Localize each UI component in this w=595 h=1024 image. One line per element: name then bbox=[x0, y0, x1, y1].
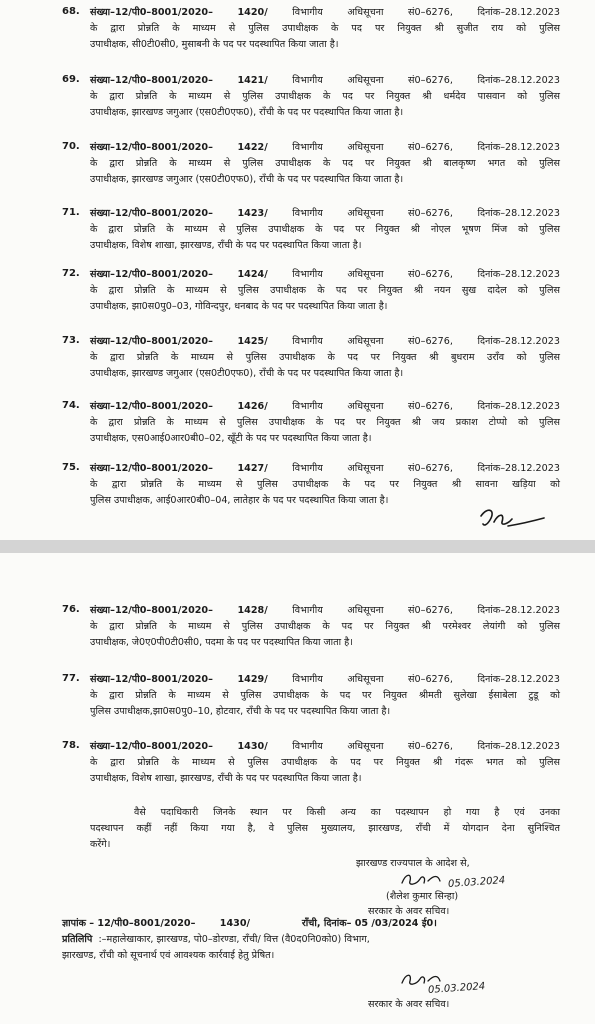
entry-line1: विभागीय अधिसूचना सं0–6276, दिनांक–28.12.2023 bbox=[292, 401, 560, 412]
entry-number: 78. bbox=[62, 740, 80, 751]
entry-line1: विभागीय अधिसूचना सं0–6276, दिनांक–28.12.2023 bbox=[292, 269, 560, 280]
entry-line1: विभागीय अधिसूचना सं0–6276, दिनांक–28.12.2023 bbox=[292, 7, 560, 18]
memo-place-date: राँची, दिनांक– 05 /03/2024 ई0। bbox=[301, 918, 437, 929]
memo-number: 1430/ bbox=[219, 918, 251, 929]
entry-head: संख्या–12/पी0–8001/2020– bbox=[90, 463, 213, 474]
entry-ref: 1430/ bbox=[237, 741, 268, 752]
entry-line3: उपाधीक्षक, झारखण्ड जगुआर (एस0टी0एफ0), राँची के पद पर पदस्थापित किया जाता है। bbox=[90, 368, 404, 379]
entry-ref: 1421/ bbox=[237, 75, 268, 86]
signatory-name: (शैलेश कुमार सिन्हा) bbox=[386, 891, 459, 902]
entry-line2: के द्वारा प्रोन्नति के माध्यम से पुलिस उपाधीक्षक के पद पर नियुक्त श्री बालकृष्ण भगत को पुलिस bbox=[90, 158, 560, 169]
entry-ref: 1420/ bbox=[237, 7, 268, 18]
entry-ref: 1429/ bbox=[237, 674, 268, 685]
entry-ref: 1427/ bbox=[237, 463, 268, 474]
memo-label: ज्ञापांक – 12/पी0–8001/2020– bbox=[62, 918, 196, 929]
entry-line3: उपाधीक्षक, विशेष शाखा, झारखण्ड, राँची के पद पर पदस्थापित किया जाता है। bbox=[90, 240, 362, 251]
entry-line1: विभागीय अधिसूचना सं0–6276, दिनांक–28.12.2023 bbox=[292, 605, 560, 616]
entry-line2: के द्वारा प्रोन्नति के माध्यम से पुलिस उपाधीक्षक के पद पर नियुक्त श्री नोएल भूषण मिंज को पुलिस bbox=[90, 224, 560, 235]
signature-block-1 bbox=[368, 871, 554, 919]
entry-line1: विभागीय अधिसूचना सं0–6276, दिनांक–28.12.2023 bbox=[292, 741, 560, 752]
entry-line2: के द्वारा प्रोन्नति के माध्यम से पुलिस उपाधीक्षक के पद पर नियुक्त श्रीमती सुलेखा ईसाबेला टुडू को bbox=[90, 690, 560, 701]
entry-number: 72. bbox=[62, 268, 80, 279]
signature-block-2 bbox=[368, 971, 554, 1012]
governor-order: झारखण्ड राज्यपाल के आदेश से, bbox=[356, 858, 470, 869]
copy-label: प्रतिलिपि bbox=[62, 934, 93, 945]
signatory-designation: सरकार के अवर सचिव। bbox=[368, 999, 450, 1010]
entry-line3: पुलिस उपाधीक्षक,झा0स0पु0–10, होटवार, राँची के पद पर पदस्थापित किया जाता है। bbox=[90, 706, 391, 717]
entry-head: संख्या–12/पी0–8001/2020– bbox=[90, 269, 213, 280]
entry-line3: उपाधीक्षक, झारखण्ड जगुआर (एस0टी0एफ0), राँची के पद पर पदस्थापित किया जाता है। bbox=[90, 107, 404, 118]
closing-line1: वैसे पदाधिकारी जिनके स्थान पर किसी अन्य का पदस्थापन हो गया है एवं उनका bbox=[134, 807, 560, 818]
entry-line3: पुलिस उपाधीक्षक, आई0आर0बी0–04, लातेहार के पद पर पदस्थापित किया जाता है। bbox=[90, 495, 389, 506]
initials-signature-icon bbox=[478, 506, 548, 532]
entry-ref: 1426/ bbox=[237, 401, 268, 412]
memo-block bbox=[62, 916, 562, 964]
entry-head: संख्या–12/पी0–8001/2020– bbox=[90, 674, 213, 685]
entry-line2: के द्वारा प्रोन्नति के माध्यम से पुलिस उपाधीक्षक के पद पर नियुक्त श्री नयन सुख दादेल को पुलिस bbox=[90, 285, 560, 296]
closing-line3: करेंगे। bbox=[90, 839, 111, 850]
entry-line3: उपाधीक्षक, जे0ए0पी0टी0सी0, पदमा के पद पर पदस्थापित किया जाता है। bbox=[90, 637, 353, 648]
entry-line1: विभागीय अधिसूचना सं0–6276, दिनांक–28.12.2023 bbox=[292, 336, 560, 347]
entry-head: संख्या–12/पी0–8001/2020– bbox=[90, 741, 213, 752]
entry-ref: 1422/ bbox=[237, 142, 268, 153]
entry-number: 73. bbox=[62, 335, 80, 346]
entry-number: 77. bbox=[62, 673, 80, 684]
entry-ref: 1424/ bbox=[237, 269, 268, 280]
entry-line2: के द्वारा प्रोन्नति के माध्यम से पुलिस उपाधीक्षक के पद पर नियुक्त श्री गंदरू भगत को पुलिस bbox=[90, 757, 560, 768]
entry-number: 69. bbox=[62, 74, 80, 85]
signature-date: 05.03.2024 bbox=[427, 981, 486, 996]
entry-head: संख्या–12/पी0–8001/2020– bbox=[90, 75, 213, 86]
entry-line3: उपाधीक्षक, एस0आई0आर0बी0–02, खूँटी के पद पर पदस्थापित किया जाता है। bbox=[90, 433, 372, 444]
entry-line2: के द्वारा प्रोन्नति के माध्यम से पुलिस उपाधीक्षक के पद पर नियुक्त श्री बुधराम उराँव को पुलिस bbox=[90, 352, 560, 363]
closing-line2: पदस्थापन कहीं नहीं किया गया है, वे पुलिस मुख्यालय, झारखण्ड, राँची में योगदान देना सुनिश्चित bbox=[90, 823, 560, 834]
entry-line2: के द्वारा प्रोन्नति के माध्यम से पुलिस उपाधीक्षक के पद पर नियुक्त श्री सुजीत राय को पुलिस bbox=[90, 23, 560, 34]
entry-line1: विभागीय अधिसूचना सं0–6276, दिनांक–28.12.2023 bbox=[292, 75, 560, 86]
entry-head: संख्या–12/पी0–8001/2020– bbox=[90, 605, 213, 616]
page-separator bbox=[0, 540, 595, 553]
document-page-2 bbox=[0, 553, 595, 1024]
entry-head: संख्या–12/पी0–8001/2020– bbox=[90, 208, 213, 219]
entry-head: संख्या–12/पी0–8001/2020– bbox=[90, 401, 213, 412]
entry-line1: विभागीय अधिसूचना सं0–6276, दिनांक–28.12.2023 bbox=[292, 142, 560, 153]
entry-line1: विभागीय अधिसूचना सं0–6276, दिनांक–28.12.2023 bbox=[292, 463, 560, 474]
entry-line2: के द्वारा प्रोन्नति के माध्यम से पुलिस उपाधीक्षक के पद पर नियुक्त श्री जय प्रकाश टोप्पो को पुलिस bbox=[90, 417, 560, 428]
signatory-designation: सरकार के अवर सचिव। bbox=[368, 906, 450, 917]
entry-head: संख्या–12/पी0–8001/2020– bbox=[90, 7, 213, 18]
entry-number: 71. bbox=[62, 207, 80, 218]
entry-head: संख्या–12/पी0–8001/2020– bbox=[90, 336, 213, 347]
copy-line2: झारखण्ड, राँची को सूचनार्थ एवं आवश्यक कार्रवाई हेतु प्रेषित। bbox=[62, 950, 275, 961]
entry-number: 70. bbox=[62, 141, 80, 152]
entry-line1: विभागीय अधिसूचना सं0–6276, दिनांक–28.12.2023 bbox=[292, 208, 560, 219]
entry-head: संख्या–12/पी0–8001/2020– bbox=[90, 142, 213, 153]
entry-number: 76. bbox=[62, 604, 80, 615]
entry-line3: उपाधीक्षक, झा0स0पु0–03, गोविन्दपुर, धनबाद के पद पर पदस्थापित किया जाता है। bbox=[90, 301, 388, 312]
copy-line1: :–महालेखाकार, झारखण्ड, पो0–डोरण्डा, राँची/ वित्त (वै0द0नि0को0) विभाग, bbox=[98, 934, 370, 945]
entry-ref: 1423/ bbox=[237, 208, 268, 219]
entry-number: 74. bbox=[62, 400, 80, 411]
entry-line2: के द्वारा प्रोन्नति के माध्यम से पुलिस उपाधीक्षक के पद पर नियुक्त श्री धर्मदेव पासवान को पुलिस bbox=[90, 91, 560, 102]
entry-line2: के द्वारा प्रोन्नति के माध्यम से पुलिस उपाधीक्षक के पद पर नियुक्त श्री परमेश्वर लेयांगी को पुलिस bbox=[90, 621, 560, 632]
entry-line1: विभागीय अधिसूचना सं0–6276, दिनांक–28.12.2023 bbox=[292, 674, 560, 685]
closing-paragraph bbox=[90, 805, 560, 853]
entry-ref: 1428/ bbox=[237, 605, 268, 616]
signature-date: 05.03.2024 bbox=[447, 875, 506, 890]
entry-number: 75. bbox=[62, 462, 80, 473]
entry-number: 68. bbox=[62, 6, 80, 17]
entry-line3: उपाधीक्षक, विशेष शाखा, झारखण्ड, राँची के पद पर पदस्थापित किया जाता है। bbox=[90, 773, 362, 784]
entry-line3: उपाधीक्षक, सी0टी0सी0, मुसाबनी के पद पर पदस्थापित किया जाता है। bbox=[90, 39, 339, 50]
entry-line2: के द्वारा प्रोन्नति के माध्यम से पुलिस उपाधीक्षक के पद पर नियुक्त श्री सावना खड़िया को bbox=[90, 479, 560, 490]
entry-ref: 1425/ bbox=[237, 336, 268, 347]
entry-line3: उपाधीक्षक, झारखण्ड जगुआर (एस0टी0एफ0), राँची के पद पर पदस्थापित किया जाता है। bbox=[90, 174, 404, 185]
